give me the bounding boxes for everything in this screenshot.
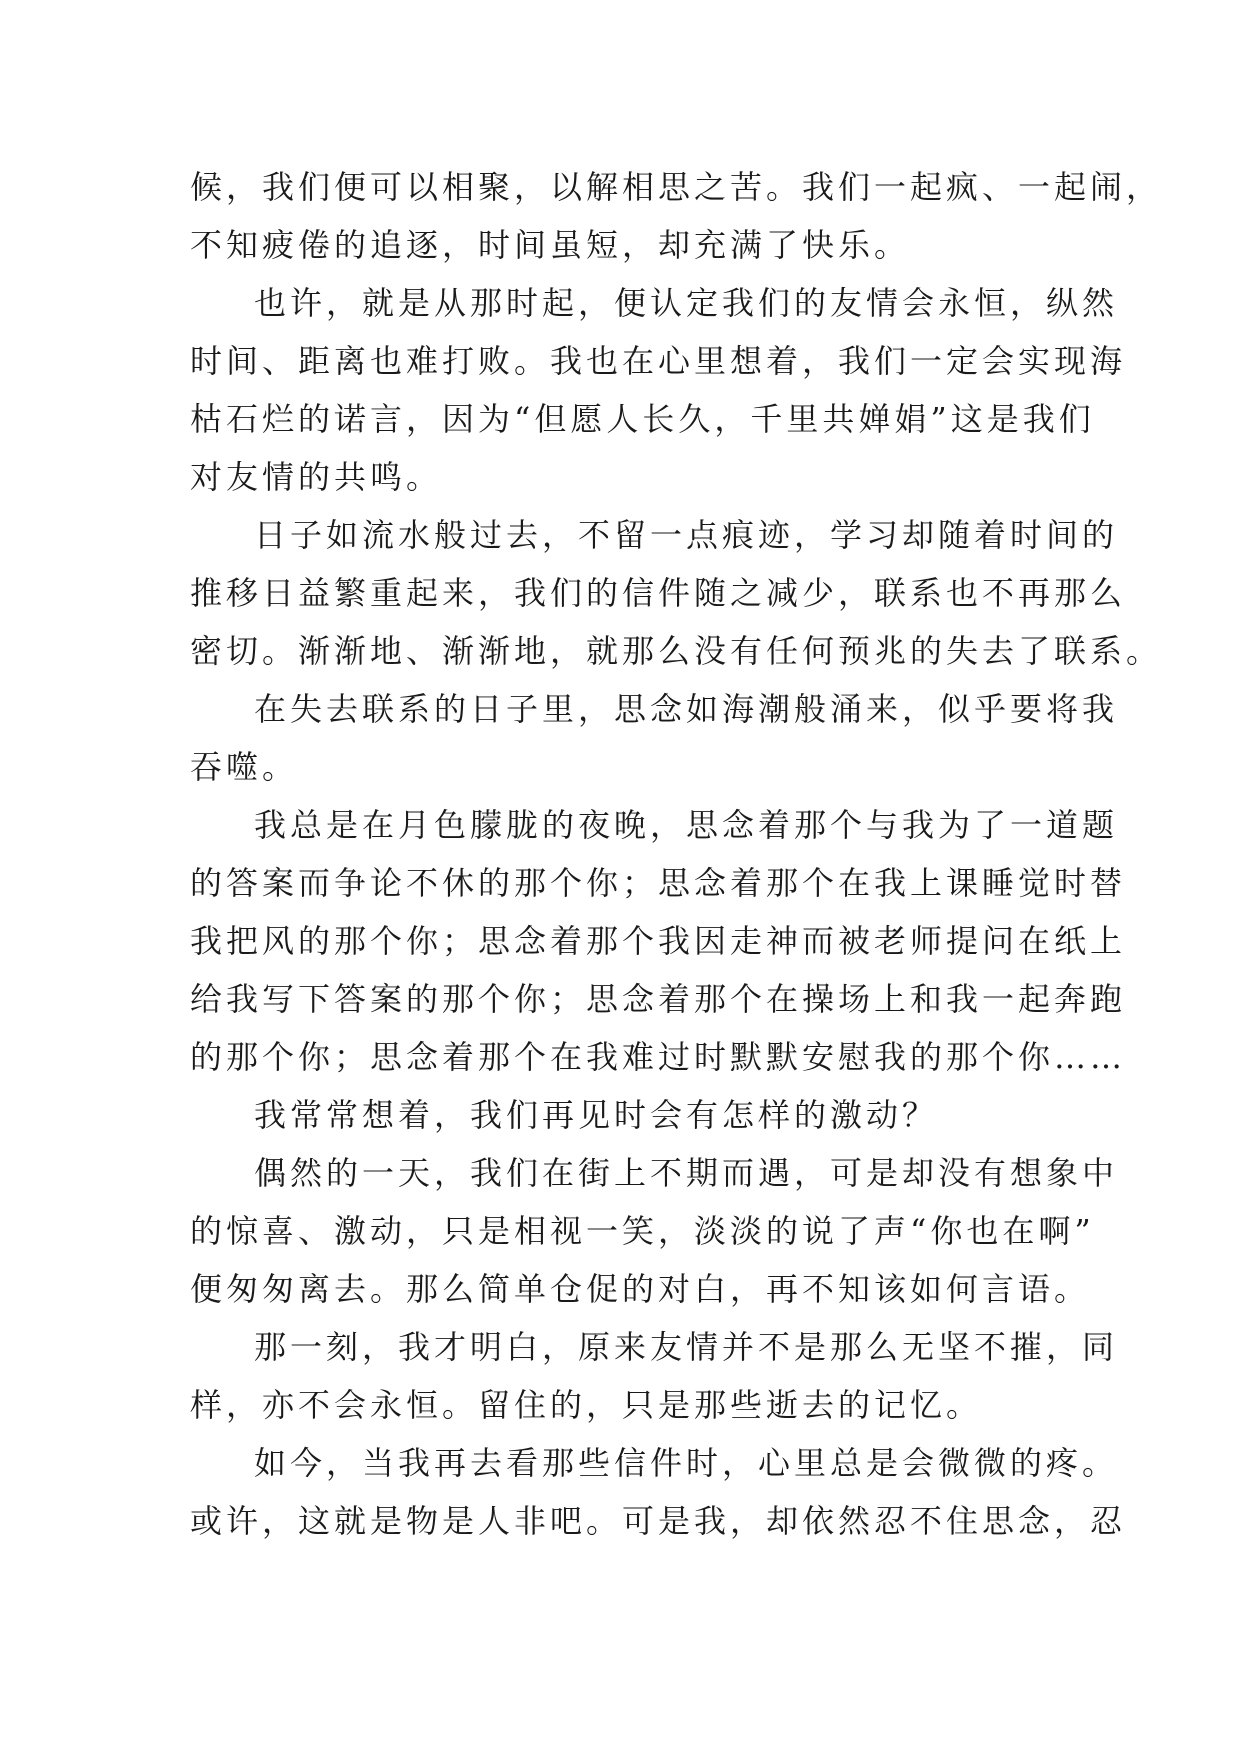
text-line: 在失去联系的日子里，思念如海潮般涌来，似乎要将我 <box>254 690 1119 728</box>
text-line: 密切。渐渐地、渐渐地，就那么没有任何预兆的失去了联系。 <box>190 632 1163 670</box>
text-line: 日子如流水般过去，不留一点痕迹，学习却随着时间的 <box>254 516 1119 554</box>
text-line: 给我写下答案的那个你；思念着那个在操场上和我一起奔跑 <box>190 980 1127 1018</box>
text-line: 对友情的共鸣。 <box>190 458 443 496</box>
text-line: 偶然的一天，我们在街上不期而遇，可是却没有想象中 <box>254 1154 1119 1192</box>
text-line: 枯石烂的诺言，因为“但愿人长久，千里共婵娟”这是我们 <box>190 400 1095 438</box>
text-line: 的惊喜、激动，只是相视一笑，淡淡的说了声“你也在啊” <box>190 1212 1095 1250</box>
text-line: 便匆匆离去。那么简单仓促的对白，再不知该如何言语。 <box>190 1270 1091 1308</box>
text-line: 不知疲倦的追逐，时间虽短，却充满了快乐。 <box>190 226 911 264</box>
text-line: 或许，这就是物是人非吧。可是我，却依然忍不住思念，忍 <box>190 1502 1127 1540</box>
text-line: 也许，就是从那时起，便认定我们的友情会永恒，纵然 <box>254 284 1119 322</box>
text-line: 如今，当我再去看那些信件时，心里总是会微微的疼。 <box>254 1444 1119 1482</box>
text-line: 的答案而争论不休的那个你；思念着那个在我上课睡觉时替 <box>190 864 1127 902</box>
text-line: 吞噬。 <box>190 748 299 786</box>
text-line: 样，亦不会永恒。留住的，只是那些逝去的记忆。 <box>190 1386 983 1424</box>
text-line: 我总是在月色朦胧的夜晚，思念着那个与我为了一道题 <box>254 806 1119 844</box>
text-line: 我把风的那个你；思念着那个我因走神而被老师提问在纸上 <box>190 922 1127 960</box>
text-line: 推移日益繁重起来，我们的信件随之减少，联系也不再那么 <box>190 574 1127 612</box>
body-text <box>190 158 1163 1550</box>
text-line: 时间、距离也难打败。我也在心里想着，我们一定会实现海 <box>190 342 1127 380</box>
text-line: 我常常想着，我们再见时会有怎样的激动？ <box>254 1096 939 1134</box>
text-line: 候，我们便可以相聚，以解相思之苦。我们一起疯、一起闹， <box>190 168 1163 206</box>
text-line: 的那个你；思念着那个在我难过时默默安慰我的那个你…… <box>190 1038 1127 1076</box>
text-line: 那一刻，我才明白，原来友情并不是那么无坚不摧，同 <box>254 1328 1119 1366</box>
